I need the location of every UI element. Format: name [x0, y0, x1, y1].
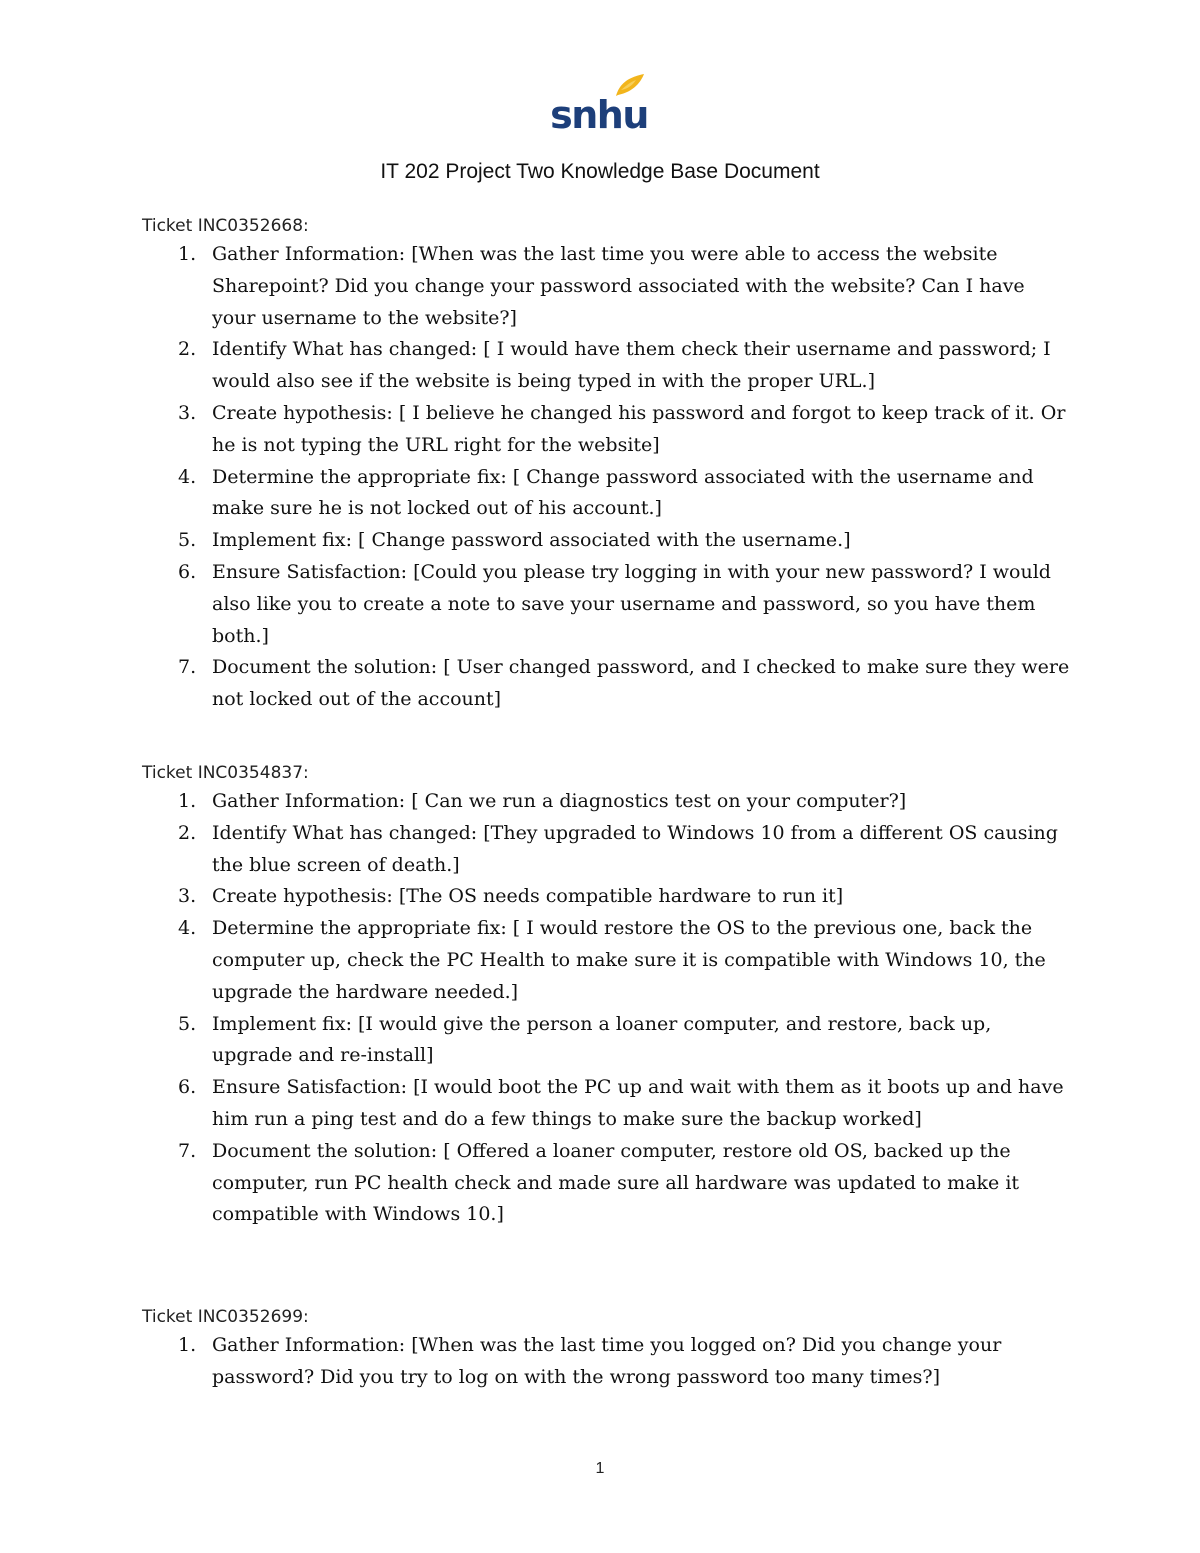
step-item — [142, 557, 1072, 652]
ticket-label: Ticket INC0354837: — [142, 763, 309, 783]
step-number: 2. — [178, 338, 197, 361]
step-number: 5. — [178, 1012, 197, 1035]
ticket-steps-list — [142, 1330, 1072, 1394]
snhu-logo — [550, 68, 650, 134]
step-item — [142, 786, 1072, 818]
step-text: Create hypothesis: [ I believe he changed his password and forgot to keep track of it. Or he is not typing the URL right for the website] — [212, 401, 1066, 456]
step-number: 7. — [178, 1139, 197, 1162]
step-item — [142, 818, 1072, 882]
document-title: IT 202 Project Two Knowledge Base Document — [380, 160, 820, 183]
step-number: 5. — [178, 529, 197, 552]
step-text: Ensure Satisfaction: [I would boot the PC up and wait with them as it boots up and have him run a ping test and do a few things to make sure the backup worked] — [212, 1076, 1064, 1130]
page-number: 1 — [595, 1460, 605, 1477]
step-item — [142, 652, 1072, 716]
step-number: 3. — [178, 401, 197, 424]
step-item — [142, 1009, 1072, 1073]
step-number: 6. — [178, 1076, 197, 1099]
step-item — [142, 913, 1072, 1008]
step-item — [142, 239, 1072, 334]
step-text: Gather Information: [When was the last time you logged on? Did you change your password? Did you try to log on with the wrong password too many times?] — [212, 1334, 1002, 1388]
step-item — [142, 1072, 1072, 1136]
step-item — [142, 1330, 1072, 1394]
step-item — [142, 1136, 1072, 1231]
step-number: 3. — [178, 885, 197, 908]
ticket-section — [142, 213, 1072, 716]
ticket-steps-list — [142, 239, 1072, 716]
step-number: 4. — [178, 917, 197, 940]
ticket-label: Ticket INC0352668: — [142, 216, 309, 236]
step-number: 1. — [178, 1334, 197, 1356]
step-text: Determine the appropriate fix: [ I would restore the OS to the previous one, back the computer up, check the PC Health to make sure it is compatible with Windows 10, the upgrade the hardware needed.] — [212, 917, 1046, 1003]
step-number: 6. — [178, 560, 197, 583]
step-text: Identify What has changed: [They upgraded to Windows 10 from a different OS causing the blue screen of death.] — [212, 821, 1058, 876]
step-item — [142, 398, 1072, 462]
step-item — [142, 462, 1072, 526]
step-text: Determine the appropriate fix: [ Change password associated with the username and make sure he is not locked out of his account.] — [212, 465, 1034, 520]
step-text: Document the solution: [ User changed password, and I checked to make sure they were not locked out of the account] — [212, 656, 1070, 711]
step-text: Document the solution: [ Offered a loaner computer, restore old OS, backed up the computer, run PC health check and made sure all hardware was updated to make it compatible with Windows 10.] — [212, 1139, 1020, 1226]
step-item — [142, 881, 1072, 913]
ticket-section — [142, 760, 1072, 1231]
ticket-steps-list — [142, 786, 1072, 1231]
step-text: Implement fix: [I would give the person a loaner computer, and restore, back up, upgrade and re-install] — [212, 1012, 992, 1067]
ticket-section — [142, 1304, 1072, 1394]
step-text: Gather Information: [When was the last time you were able to access the website Sharepoint? Did you change your password associated with the website? Can I have your username to the website?] — [212, 243, 1025, 329]
step-text: Gather Information: [ Can we run a diagnostics test on your computer?] — [212, 790, 907, 812]
step-number: 7. — [178, 656, 197, 679]
step-number: 4. — [178, 465, 197, 488]
step-text: Implement fix: [ Change password associated with the username.] — [212, 529, 851, 552]
step-text: Create hypothesis: [The OS needs compatible hardware to run it] — [212, 885, 844, 908]
ticket-label: Ticket INC0352699: — [142, 1307, 309, 1327]
step-item — [142, 525, 1072, 557]
step-text: Ensure Satisfaction: [Could you please try logging in with your new password? I would also like you to create a note to save your username and password, so you have them both.] — [212, 560, 1051, 647]
step-number: 1. — [178, 790, 197, 812]
logo-text: snhu — [550, 93, 648, 134]
step-text: Identify What has changed: [ I would have them check their username and password; I would also see if the website is being typed in with the proper URL.] — [212, 338, 1051, 393]
step-item — [142, 334, 1072, 398]
step-number: 1. — [178, 243, 197, 265]
step-number: 2. — [178, 821, 197, 844]
